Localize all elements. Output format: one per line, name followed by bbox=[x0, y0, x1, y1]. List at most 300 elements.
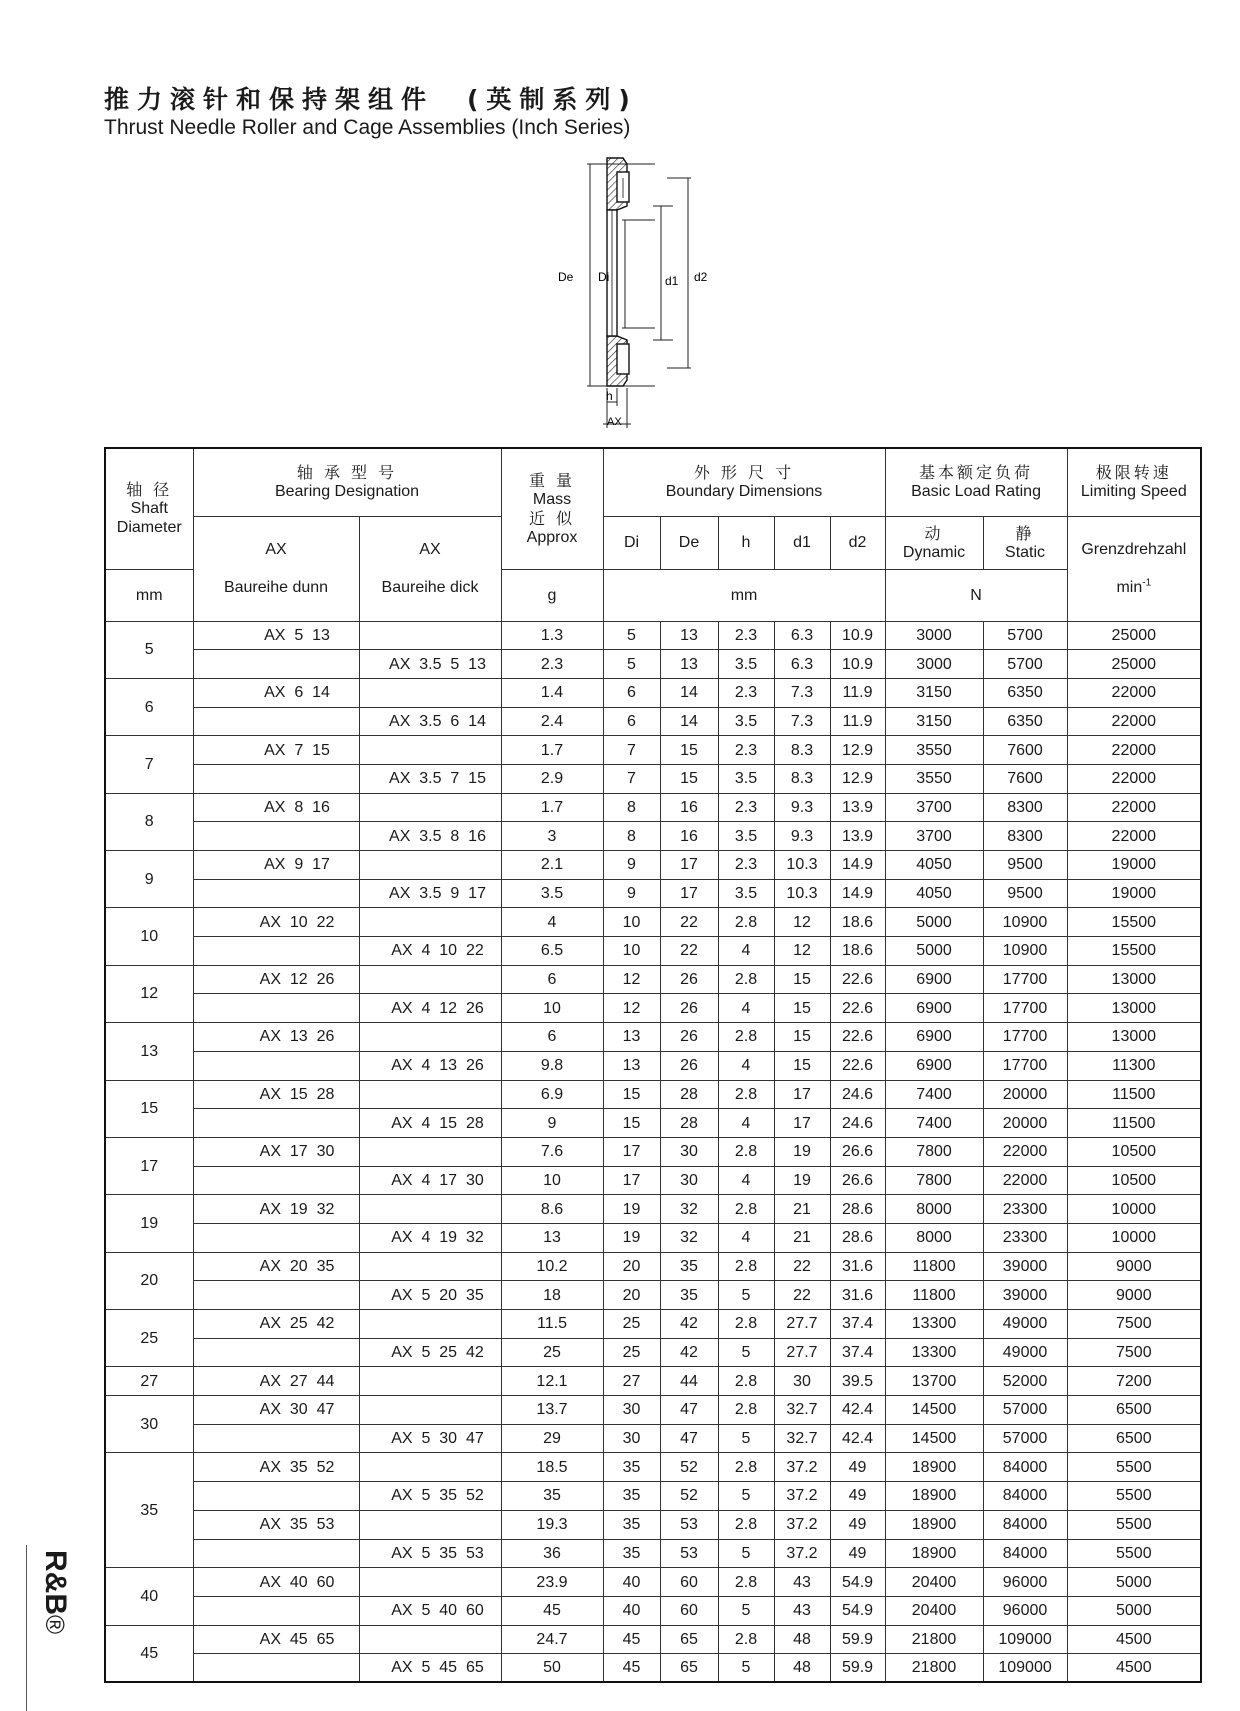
table-row bbox=[105, 1223, 1201, 1252]
cell-d: 22.6 bbox=[830, 965, 885, 994]
table-row bbox=[105, 736, 1201, 765]
cell-dyn: 20400 bbox=[885, 1596, 983, 1625]
cell-stat: 9500 bbox=[983, 879, 1067, 908]
table-row bbox=[105, 1625, 1201, 1654]
cell-mass: 25 bbox=[501, 1338, 603, 1367]
cell-dyn: 4050 bbox=[885, 879, 983, 908]
cell-stat: 49000 bbox=[983, 1338, 1067, 1367]
cell-des bbox=[193, 822, 359, 851]
cell-dyn: 7400 bbox=[885, 1080, 983, 1109]
cell-stat: 84000 bbox=[983, 1510, 1067, 1539]
cell-dyn: 3550 bbox=[885, 736, 983, 765]
cell-d: 10.9 bbox=[830, 621, 885, 650]
cell-stat: 6350 bbox=[983, 707, 1067, 736]
cell-di: 30 bbox=[603, 1424, 660, 1453]
cell-d: 13.9 bbox=[830, 822, 885, 851]
cell-des: AX 30 47 bbox=[193, 1396, 359, 1425]
cell-speed: 10000 bbox=[1067, 1223, 1201, 1252]
cell-di: 6 bbox=[603, 678, 660, 707]
cell-h: 2.3 bbox=[718, 678, 774, 707]
cell-dyn: 7400 bbox=[885, 1109, 983, 1138]
cell-des: AX 3.5 7 15 bbox=[359, 764, 501, 793]
boundary-header: 外 形 尺 寸 Boundary Dimensions bbox=[603, 448, 885, 516]
cell-des: AX 4 19 32 bbox=[359, 1223, 501, 1252]
cell-mass: 1.7 bbox=[501, 736, 603, 765]
cell-h: 5 bbox=[718, 1654, 774, 1683]
cell-stat: 57000 bbox=[983, 1424, 1067, 1453]
cell-dyn: 6900 bbox=[885, 1051, 983, 1080]
cell-mass: 1.7 bbox=[501, 793, 603, 822]
cell-d: 49 bbox=[830, 1482, 885, 1511]
cell-d: 28.6 bbox=[830, 1223, 885, 1252]
cell-d: 31.6 bbox=[830, 1252, 885, 1281]
bearing-cross-section-diagram bbox=[555, 150, 735, 430]
cell-di: 25 bbox=[603, 1310, 660, 1339]
cell-mass: 2.1 bbox=[501, 851, 603, 880]
cell-des bbox=[359, 1453, 501, 1482]
table-row bbox=[105, 1252, 1201, 1281]
cell-stat: 96000 bbox=[983, 1596, 1067, 1625]
cell-stat: 17700 bbox=[983, 994, 1067, 1023]
cell-dyn: 18900 bbox=[885, 1453, 983, 1482]
cell-h: 2.3 bbox=[718, 736, 774, 765]
cell-h: 2.8 bbox=[718, 908, 774, 937]
cell-mass: 10 bbox=[501, 994, 603, 1023]
cell-d: 21 bbox=[774, 1223, 830, 1252]
cell-mass: 13.7 bbox=[501, 1396, 603, 1425]
cell-dyn: 14500 bbox=[885, 1396, 983, 1425]
cell-des bbox=[359, 793, 501, 822]
cage-section bbox=[607, 158, 629, 386]
cell-des: AX 13 26 bbox=[193, 1023, 359, 1052]
cell-stat: 96000 bbox=[983, 1568, 1067, 1597]
cell-mass: 3.5 bbox=[501, 879, 603, 908]
cell-mass: 3 bbox=[501, 822, 603, 851]
cell-de: 26 bbox=[660, 1023, 718, 1052]
cell-h: 5 bbox=[718, 1596, 774, 1625]
cell-stat: 49000 bbox=[983, 1310, 1067, 1339]
cell-mass: 7.6 bbox=[501, 1137, 603, 1166]
cell-dyn: 3150 bbox=[885, 707, 983, 736]
cell-h: 2.8 bbox=[718, 1396, 774, 1425]
cell-stat: 39000 bbox=[983, 1252, 1067, 1281]
label-d2: d2 bbox=[694, 270, 708, 284]
cell-des: AX 20 35 bbox=[193, 1252, 359, 1281]
spec-table-body bbox=[105, 621, 1201, 1682]
table-row bbox=[105, 1654, 1201, 1683]
cell-de: 52 bbox=[660, 1453, 718, 1482]
cell-di: 5 bbox=[603, 621, 660, 650]
cell-speed: 22000 bbox=[1067, 764, 1201, 793]
cell-shaft: 10 bbox=[105, 908, 193, 965]
cell-des bbox=[359, 1625, 501, 1654]
cell-shaft: 35 bbox=[105, 1453, 193, 1568]
cell-h: 2.8 bbox=[718, 965, 774, 994]
cell-de: 17 bbox=[660, 851, 718, 880]
cell-di: 8 bbox=[603, 793, 660, 822]
cell-des bbox=[193, 879, 359, 908]
cell-dyn: 6900 bbox=[885, 965, 983, 994]
cell-d: 14.9 bbox=[830, 879, 885, 908]
cell-stat: 9500 bbox=[983, 851, 1067, 880]
cell-h: 3.5 bbox=[718, 764, 774, 793]
cell-des bbox=[193, 1338, 359, 1367]
cell-h: 3.5 bbox=[718, 650, 774, 679]
cell-speed: 5000 bbox=[1067, 1596, 1201, 1625]
cell-mass: 23.9 bbox=[501, 1568, 603, 1597]
cell-des bbox=[193, 707, 359, 736]
cell-de: 16 bbox=[660, 793, 718, 822]
cell-d: 22.6 bbox=[830, 994, 885, 1023]
cell-dyn: 8000 bbox=[885, 1223, 983, 1252]
cell-speed: 7500 bbox=[1067, 1338, 1201, 1367]
cell-de: 53 bbox=[660, 1539, 718, 1568]
cell-dyn: 11800 bbox=[885, 1252, 983, 1281]
cell-d: 12 bbox=[774, 908, 830, 937]
cell-des bbox=[193, 1539, 359, 1568]
cell-h: 4 bbox=[718, 994, 774, 1023]
cell-des: AX 40 60 bbox=[193, 1568, 359, 1597]
cell-des bbox=[359, 1510, 501, 1539]
cell-d: 22.6 bbox=[830, 1023, 885, 1052]
cell-stat: 8300 bbox=[983, 793, 1067, 822]
cell-des bbox=[359, 1310, 501, 1339]
cell-h: 2.3 bbox=[718, 851, 774, 880]
cell-d: 15 bbox=[774, 1051, 830, 1080]
cell-h: 2.3 bbox=[718, 793, 774, 822]
table-row bbox=[105, 1510, 1201, 1539]
cell-mass: 24.7 bbox=[501, 1625, 603, 1654]
cell-de: 65 bbox=[660, 1654, 718, 1683]
cell-mass: 18.5 bbox=[501, 1453, 603, 1482]
cell-speed: 5500 bbox=[1067, 1482, 1201, 1511]
cell-di: 15 bbox=[603, 1080, 660, 1109]
cell-des: AX 4 15 28 bbox=[359, 1109, 501, 1138]
cell-shaft: 27 bbox=[105, 1367, 193, 1396]
cell-de: 22 bbox=[660, 908, 718, 937]
cell-stat: 5700 bbox=[983, 650, 1067, 679]
cell-shaft: 19 bbox=[105, 1195, 193, 1252]
cell-d: 21 bbox=[774, 1195, 830, 1224]
table-row bbox=[105, 965, 1201, 994]
cell-di: 12 bbox=[603, 965, 660, 994]
cell-de: 15 bbox=[660, 764, 718, 793]
cell-d: 6.3 bbox=[774, 621, 830, 650]
table-row bbox=[105, 1453, 1201, 1482]
cell-d: 28.6 bbox=[830, 1195, 885, 1224]
cell-stat: 23300 bbox=[983, 1195, 1067, 1224]
cell-stat: 20000 bbox=[983, 1080, 1067, 1109]
cell-mass: 35 bbox=[501, 1482, 603, 1511]
table-row bbox=[105, 1338, 1201, 1367]
cell-des: AX 5 40 60 bbox=[359, 1596, 501, 1625]
bearing-spec-table bbox=[104, 447, 1202, 1683]
cell-de: 22 bbox=[660, 937, 718, 966]
cell-d: 8.3 bbox=[774, 736, 830, 765]
cell-di: 12 bbox=[603, 994, 660, 1023]
cell-shaft: 12 bbox=[105, 965, 193, 1022]
cell-d: 22.6 bbox=[830, 1051, 885, 1080]
cell-de: 35 bbox=[660, 1252, 718, 1281]
cell-des: AX 3.5 9 17 bbox=[359, 879, 501, 908]
cell-d: 26.6 bbox=[830, 1137, 885, 1166]
cell-h: 5 bbox=[718, 1482, 774, 1511]
table-row bbox=[105, 650, 1201, 679]
cell-des bbox=[193, 1166, 359, 1195]
cell-des: AX 45 65 bbox=[193, 1625, 359, 1654]
dim-header-de: De bbox=[660, 516, 718, 569]
cell-d: 42.4 bbox=[830, 1424, 885, 1453]
mass-header: 重 量 Mass 近 似 Approx bbox=[501, 448, 603, 569]
cell-di: 9 bbox=[603, 879, 660, 908]
cell-dyn: 18900 bbox=[885, 1510, 983, 1539]
cell-di: 20 bbox=[603, 1252, 660, 1281]
cell-des: AX 35 53 bbox=[193, 1510, 359, 1539]
cell-d: 37.4 bbox=[830, 1310, 885, 1339]
cell-de: 35 bbox=[660, 1281, 718, 1310]
cell-stat: 57000 bbox=[983, 1396, 1067, 1425]
cell-speed: 15500 bbox=[1067, 937, 1201, 966]
cell-shaft: 20 bbox=[105, 1252, 193, 1309]
cell-speed: 7500 bbox=[1067, 1310, 1201, 1339]
cell-shaft: 25 bbox=[105, 1310, 193, 1367]
cell-d: 37.2 bbox=[774, 1482, 830, 1511]
cell-d: 49 bbox=[830, 1510, 885, 1539]
cell-des bbox=[359, 1568, 501, 1597]
cell-di: 19 bbox=[603, 1223, 660, 1252]
cell-d: 10.9 bbox=[830, 650, 885, 679]
cell-stat: 7600 bbox=[983, 736, 1067, 765]
cell-stat: 84000 bbox=[983, 1539, 1067, 1568]
cell-des bbox=[359, 1396, 501, 1425]
cell-dyn: 13300 bbox=[885, 1338, 983, 1367]
cell-des: AX 27 44 bbox=[193, 1367, 359, 1396]
cell-dyn: 11800 bbox=[885, 1281, 983, 1310]
table-row bbox=[105, 1166, 1201, 1195]
cell-h: 3.5 bbox=[718, 707, 774, 736]
cell-des: AX 17 30 bbox=[193, 1137, 359, 1166]
label-ax: AX bbox=[607, 416, 622, 428]
cell-di: 25 bbox=[603, 1338, 660, 1367]
cell-de: 26 bbox=[660, 965, 718, 994]
cell-des bbox=[359, 908, 501, 937]
cell-de: 44 bbox=[660, 1367, 718, 1396]
cell-di: 8 bbox=[603, 822, 660, 851]
cell-mass: 29 bbox=[501, 1424, 603, 1453]
table-row bbox=[105, 1080, 1201, 1109]
cell-mass: 2.3 bbox=[501, 650, 603, 679]
cell-mass: 45 bbox=[501, 1596, 603, 1625]
table-row bbox=[105, 994, 1201, 1023]
cell-des: AX 4 12 26 bbox=[359, 994, 501, 1023]
cell-des: AX 4 10 22 bbox=[359, 937, 501, 966]
cell-des: AX 4 17 30 bbox=[359, 1166, 501, 1195]
cell-de: 13 bbox=[660, 621, 718, 650]
cell-des bbox=[193, 650, 359, 679]
cell-stat: 17700 bbox=[983, 965, 1067, 994]
cell-stat: 84000 bbox=[983, 1482, 1067, 1511]
cell-d: 9.3 bbox=[774, 822, 830, 851]
cell-des bbox=[359, 678, 501, 707]
cell-mass: 12.1 bbox=[501, 1367, 603, 1396]
cell-d: 22 bbox=[774, 1252, 830, 1281]
table-row bbox=[105, 1596, 1201, 1625]
cell-dyn: 3700 bbox=[885, 822, 983, 851]
table-row bbox=[105, 1051, 1201, 1080]
ax-thick-header: AX Baureihe dick bbox=[359, 516, 501, 621]
ax-thin-header: AX Baureihe dunn bbox=[193, 516, 359, 621]
table-row bbox=[105, 822, 1201, 851]
cell-h: 2.8 bbox=[718, 1568, 774, 1597]
load-unit: N bbox=[885, 569, 1067, 621]
cell-di: 30 bbox=[603, 1396, 660, 1425]
cell-des: AX 35 52 bbox=[193, 1453, 359, 1482]
cell-d: 6.3 bbox=[774, 650, 830, 679]
cell-h: 4 bbox=[718, 1166, 774, 1195]
cell-des bbox=[193, 1424, 359, 1453]
label-h: h bbox=[606, 389, 613, 403]
cell-d: 37.2 bbox=[774, 1510, 830, 1539]
cell-stat: 22000 bbox=[983, 1137, 1067, 1166]
cell-de: 26 bbox=[660, 994, 718, 1023]
cell-stat: 39000 bbox=[983, 1281, 1067, 1310]
cell-h: 2.8 bbox=[718, 1625, 774, 1654]
cell-h: 4 bbox=[718, 937, 774, 966]
cell-d: 54.9 bbox=[830, 1568, 885, 1597]
cell-mass: 4 bbox=[501, 908, 603, 937]
cell-d: 15 bbox=[774, 1023, 830, 1052]
cell-dyn: 20400 bbox=[885, 1568, 983, 1597]
cell-de: 65 bbox=[660, 1625, 718, 1654]
cell-h: 2.8 bbox=[718, 1510, 774, 1539]
cell-mass: 2.4 bbox=[501, 707, 603, 736]
cell-des bbox=[359, 1252, 501, 1281]
cell-speed: 22000 bbox=[1067, 678, 1201, 707]
dimension-lines-right bbox=[653, 178, 691, 368]
cell-speed: 22000 bbox=[1067, 822, 1201, 851]
cell-dyn: 3000 bbox=[885, 650, 983, 679]
cell-des: AX 25 42 bbox=[193, 1310, 359, 1339]
cell-dyn: 3550 bbox=[885, 764, 983, 793]
cell-stat: 5700 bbox=[983, 621, 1067, 650]
table-row bbox=[105, 793, 1201, 822]
cell-d: 22 bbox=[774, 1281, 830, 1310]
cell-h: 3.5 bbox=[718, 822, 774, 851]
cell-di: 40 bbox=[603, 1596, 660, 1625]
cell-d: 11.9 bbox=[830, 678, 885, 707]
cell-dyn: 5000 bbox=[885, 908, 983, 937]
cell-stat: 84000 bbox=[983, 1453, 1067, 1482]
cell-des bbox=[193, 994, 359, 1023]
cell-mass: 1.3 bbox=[501, 621, 603, 650]
cell-stat: 7600 bbox=[983, 764, 1067, 793]
cell-d: 7.3 bbox=[774, 678, 830, 707]
cell-h: 4 bbox=[718, 1109, 774, 1138]
cell-des: AX 9 17 bbox=[193, 851, 359, 880]
label-d1: d1 bbox=[665, 274, 679, 288]
cell-di: 7 bbox=[603, 736, 660, 765]
cell-de: 17 bbox=[660, 879, 718, 908]
cell-des bbox=[359, 621, 501, 650]
table-row bbox=[105, 1424, 1201, 1453]
table-row bbox=[105, 851, 1201, 880]
cell-shaft: 7 bbox=[105, 736, 193, 793]
table-row bbox=[105, 1367, 1201, 1396]
cell-d: 24.6 bbox=[830, 1109, 885, 1138]
cell-des bbox=[193, 1596, 359, 1625]
table-row bbox=[105, 1109, 1201, 1138]
cell-h: 2.8 bbox=[718, 1137, 774, 1166]
cell-d: 37.4 bbox=[830, 1338, 885, 1367]
cell-mass: 50 bbox=[501, 1654, 603, 1683]
cell-speed: 11500 bbox=[1067, 1109, 1201, 1138]
table-row bbox=[105, 678, 1201, 707]
cell-mass: 6.9 bbox=[501, 1080, 603, 1109]
cell-dyn: 3150 bbox=[885, 678, 983, 707]
cell-des bbox=[359, 1195, 501, 1224]
cell-di: 35 bbox=[603, 1453, 660, 1482]
cell-des: AX 3.5 8 16 bbox=[359, 822, 501, 851]
cell-dyn: 13700 bbox=[885, 1367, 983, 1396]
cell-h: 5 bbox=[718, 1281, 774, 1310]
speed-header: 极限转速 Limiting Speed bbox=[1067, 448, 1201, 516]
cell-de: 47 bbox=[660, 1424, 718, 1453]
cell-h: 2.8 bbox=[718, 1080, 774, 1109]
cell-d: 10.3 bbox=[774, 851, 830, 880]
cell-shaft: 45 bbox=[105, 1625, 193, 1682]
cell-stat: 17700 bbox=[983, 1023, 1067, 1052]
cell-de: 47 bbox=[660, 1396, 718, 1425]
cell-d: 19 bbox=[774, 1137, 830, 1166]
cell-des bbox=[193, 1281, 359, 1310]
cell-speed: 13000 bbox=[1067, 965, 1201, 994]
cell-shaft: 17 bbox=[105, 1137, 193, 1194]
cell-d: 7.3 bbox=[774, 707, 830, 736]
cell-mass: 18 bbox=[501, 1281, 603, 1310]
cell-d: 43 bbox=[774, 1596, 830, 1625]
cell-di: 17 bbox=[603, 1166, 660, 1195]
cell-de: 13 bbox=[660, 650, 718, 679]
cell-di: 13 bbox=[603, 1051, 660, 1080]
cell-di: 45 bbox=[603, 1625, 660, 1654]
cell-dyn: 21800 bbox=[885, 1654, 983, 1683]
load-rating-header: 基本额定负荷 Basic Load Rating bbox=[885, 448, 1067, 516]
cell-des: AX 8 16 bbox=[193, 793, 359, 822]
cell-des bbox=[193, 1109, 359, 1138]
cell-speed: 7200 bbox=[1067, 1367, 1201, 1396]
table-row bbox=[105, 1539, 1201, 1568]
cell-d: 32.7 bbox=[774, 1424, 830, 1453]
cell-de: 14 bbox=[660, 707, 718, 736]
cell-shaft: 6 bbox=[105, 678, 193, 735]
table-row bbox=[105, 1568, 1201, 1597]
table-row bbox=[105, 1023, 1201, 1052]
cell-speed: 10500 bbox=[1067, 1137, 1201, 1166]
cell-di: 40 bbox=[603, 1568, 660, 1597]
table-row bbox=[105, 879, 1201, 908]
cell-h: 2.8 bbox=[718, 1453, 774, 1482]
cell-d: 12 bbox=[774, 937, 830, 966]
cell-dyn: 7800 bbox=[885, 1166, 983, 1195]
cell-di: 10 bbox=[603, 908, 660, 937]
cell-dyn: 8000 bbox=[885, 1195, 983, 1224]
cell-d: 43 bbox=[774, 1568, 830, 1597]
designation-header: 轴 承 型 号 Bearing Designation bbox=[193, 448, 501, 516]
cell-de: 30 bbox=[660, 1137, 718, 1166]
cell-di: 35 bbox=[603, 1510, 660, 1539]
cell-speed: 5000 bbox=[1067, 1568, 1201, 1597]
cell-des bbox=[359, 851, 501, 880]
